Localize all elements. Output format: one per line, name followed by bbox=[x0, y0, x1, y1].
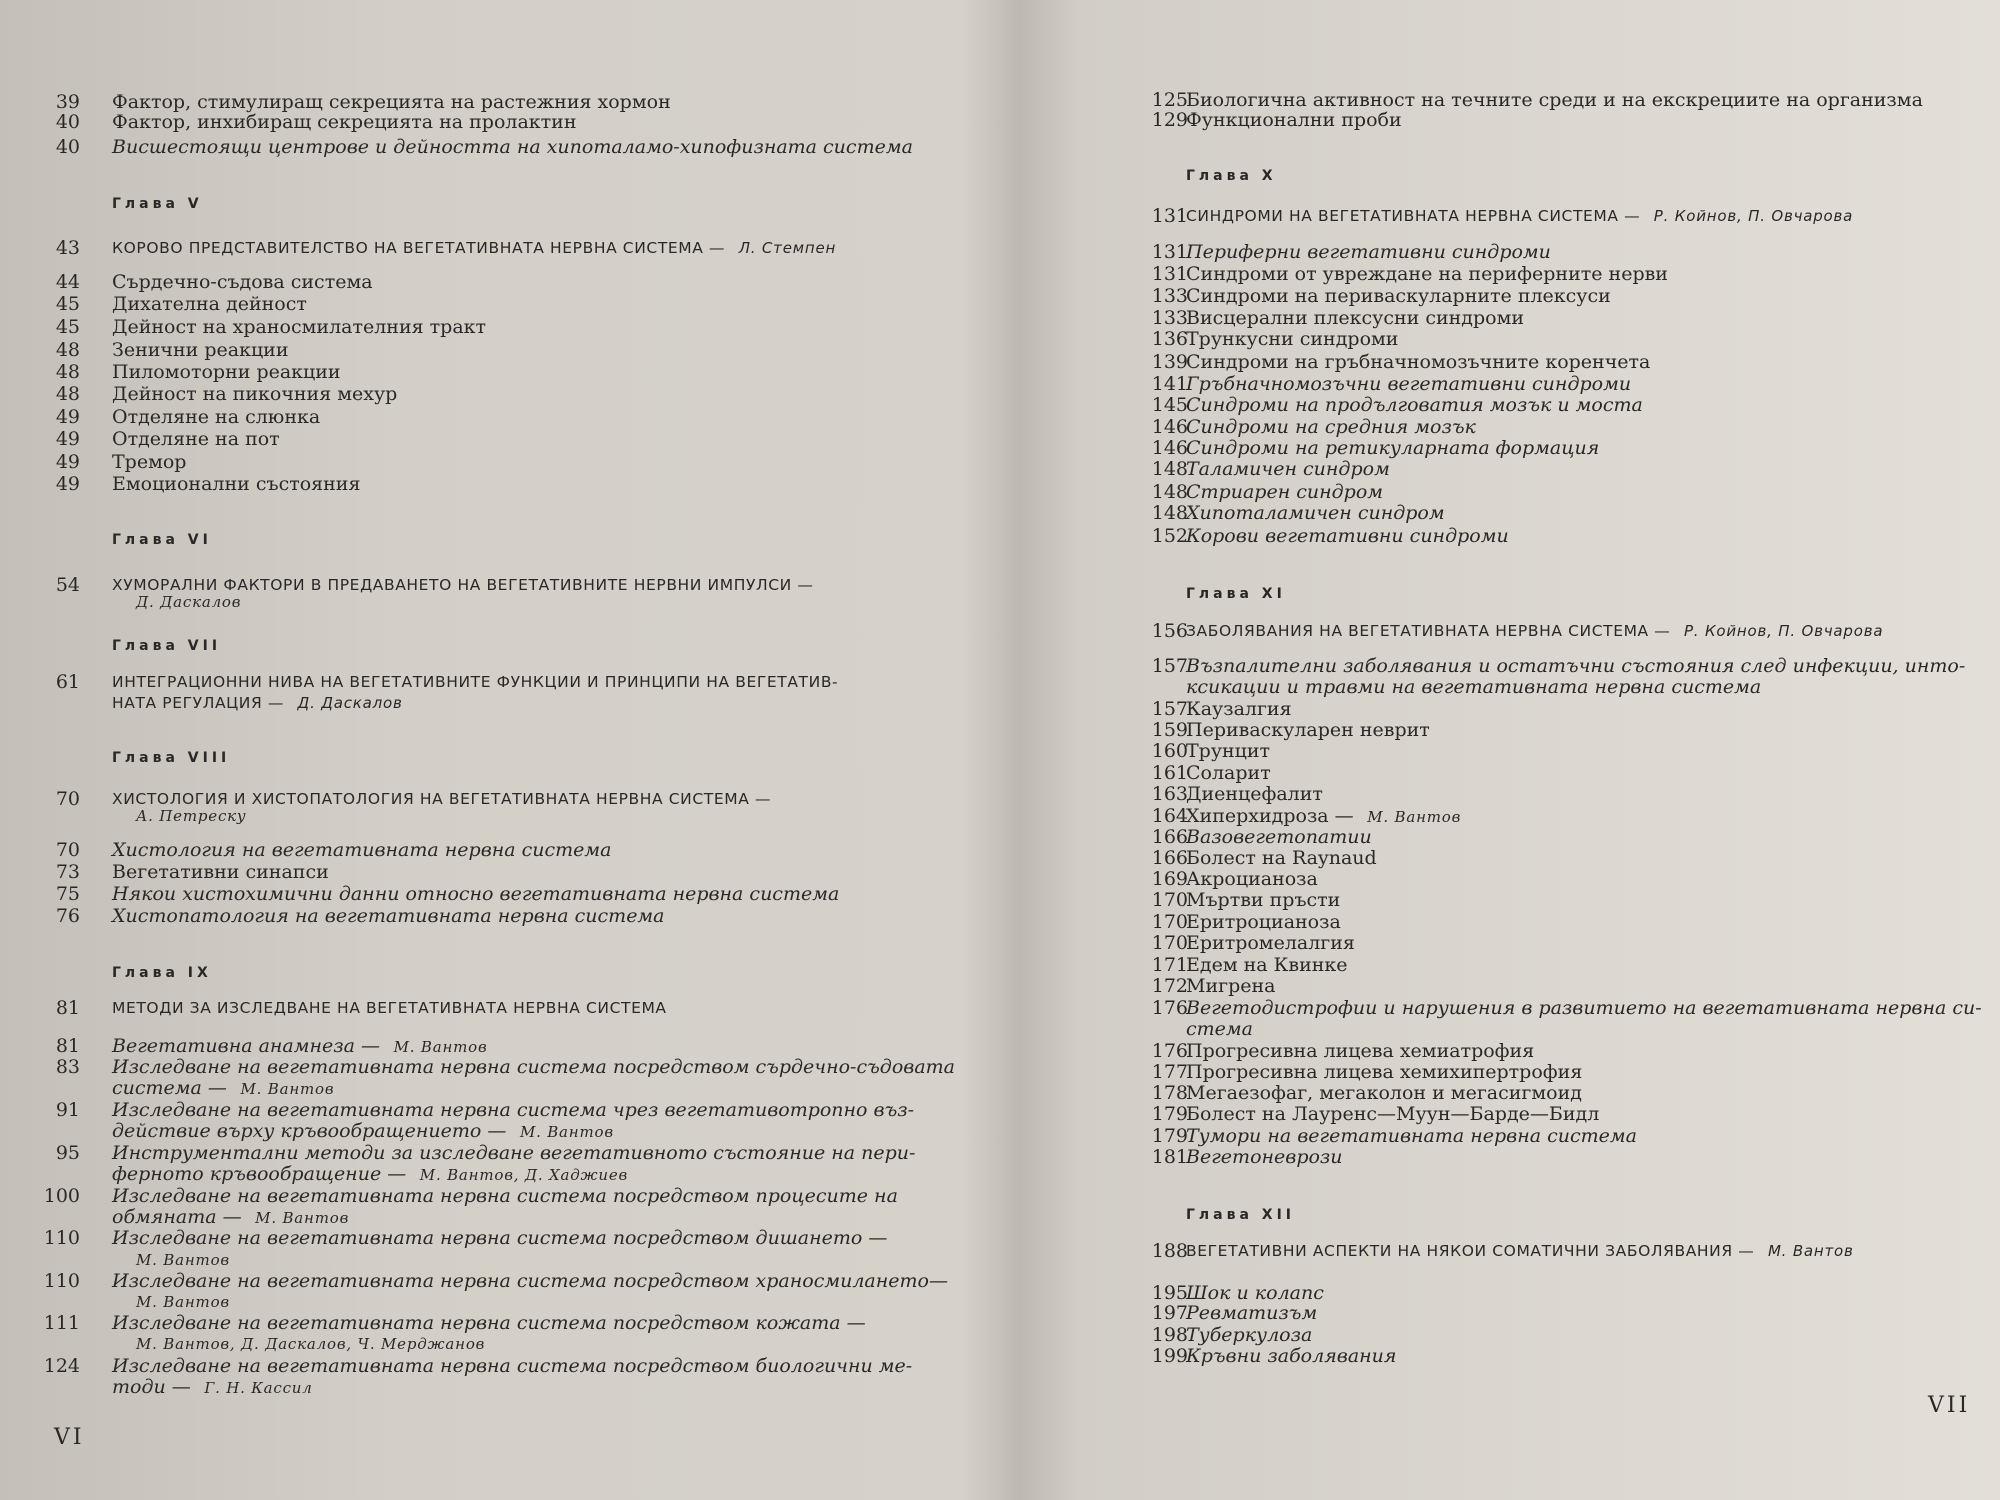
entry-title bbox=[1186, 1325, 1312, 1346]
page-ref: 172 bbox=[1151, 975, 1188, 997]
entry-text: Вегетодистрофии и нарушения в развитието на вегетативната нервна си- bbox=[1186, 997, 1982, 1019]
entry-title bbox=[112, 1078, 334, 1100]
page-ref: 111 bbox=[43, 1312, 80, 1334]
entry-text: Мегаезофаг, мегаколон и мегасигмоид bbox=[1186, 1082, 1582, 1104]
entry-text: Туберкулоза bbox=[1186, 1324, 1313, 1346]
entry-text: тоди — bbox=[112, 1376, 191, 1398]
page-ref: 159 bbox=[1151, 719, 1188, 741]
author-line bbox=[136, 1250, 230, 1271]
entry-text: Вегетоневрози bbox=[1186, 1146, 1343, 1168]
right-page bbox=[1030, 0, 2000, 1500]
entry-title bbox=[1186, 329, 1398, 350]
entry-title bbox=[1186, 1019, 1253, 1040]
entry-title bbox=[112, 1100, 914, 1121]
page-ref: 177 bbox=[1151, 1061, 1188, 1083]
chapter-label: Глава XII bbox=[1186, 1207, 1296, 1223]
entry-text: М. Вантов, Д. Даскалов, Ч. Мерджанов bbox=[136, 1335, 486, 1353]
entry-title bbox=[112, 474, 360, 495]
entry-author: М. Вантов bbox=[249, 1209, 350, 1227]
page-ref: 164 bbox=[1151, 805, 1188, 827]
entry-title bbox=[112, 862, 329, 883]
entry-text: Изследване на вегетативната нервна система посредством сърдечно-съдовата bbox=[112, 1056, 955, 1078]
page-ref: 171 bbox=[1151, 954, 1188, 976]
page-ref: 148 bbox=[1151, 481, 1188, 503]
page-ref: 176 bbox=[1151, 997, 1188, 1019]
page-ref: 169 bbox=[1151, 868, 1188, 890]
entry-title bbox=[1186, 526, 1509, 547]
entry-title bbox=[1186, 503, 1445, 524]
entry-text: Синдроми на ретикуларната формация bbox=[1186, 437, 1600, 459]
page-ref: 146 bbox=[1151, 437, 1188, 459]
entry-text: Биологична активност на течните среди и на екскрециите на организма bbox=[1186, 89, 1923, 111]
entry-title bbox=[112, 1186, 898, 1207]
entry-title bbox=[1186, 459, 1390, 480]
entry-author: М. Вантов bbox=[1361, 808, 1462, 826]
entry-text: Пиломоторни реакции bbox=[112, 361, 341, 383]
entry-text: Хиперхидроза — bbox=[1186, 805, 1354, 827]
entry-title bbox=[112, 1057, 955, 1078]
entry-text: Някои хистохимични данни относно вегетативната нервна система bbox=[112, 883, 840, 905]
entry-title bbox=[1186, 656, 1965, 677]
page-ref: 181 bbox=[1151, 1146, 1188, 1168]
entry-text: ИНТЕГРАЦИОННИ НИВА НА ВЕГЕТАТИВНИТЕ ФУНКЦИИ И ПРИНЦИПИ НА ВЕГЕТАТИВ- bbox=[112, 673, 839, 691]
page-ref: 124 bbox=[43, 1355, 80, 1377]
page-ref: 81 bbox=[55, 1035, 80, 1057]
entry-text: Фактор, инхибиращ секрецията на пролактин bbox=[112, 111, 577, 133]
page-ref: 110 bbox=[43, 1227, 80, 1249]
entry-text: ксикации и травми на вегетативната нервна система bbox=[1186, 676, 1762, 698]
entry-title bbox=[1186, 998, 1982, 1019]
entry-title bbox=[1186, 827, 1372, 848]
entry-author: Г. Н. Кассил bbox=[198, 1379, 313, 1397]
entry-title bbox=[1186, 955, 1348, 976]
entry-title bbox=[1186, 699, 1292, 720]
page-ref: 166 bbox=[1151, 826, 1188, 848]
page-ref: 70 bbox=[55, 788, 80, 810]
entry-title bbox=[1186, 308, 1524, 329]
entry-text: КОРОВО ПРЕДСТАВИТЕЛСТВО НА ВЕГЕТАТИВНАТА НЕРВНА СИСТЕМА — bbox=[112, 239, 726, 257]
entry-title bbox=[1186, 784, 1323, 805]
entry-title bbox=[1186, 1303, 1317, 1324]
entry-text: Акроцианоза bbox=[1186, 868, 1318, 890]
chapter-label: Глава V bbox=[112, 196, 203, 212]
entry-text: Отделяне на слюнка bbox=[112, 406, 321, 428]
page-ref: 166 bbox=[1151, 847, 1188, 869]
page-ref: 160 bbox=[1151, 740, 1188, 762]
entry-text: Синдроми на продълговатия мозък и моста bbox=[1186, 394, 1643, 416]
entry-text: Соларит bbox=[1186, 762, 1271, 784]
entry-title bbox=[1186, 206, 1853, 227]
page-ref: 170 bbox=[1151, 889, 1188, 911]
page-ref: 198 bbox=[1151, 1324, 1188, 1346]
page-ref: 45 bbox=[55, 293, 80, 315]
entry-text: Едем на Квинке bbox=[1186, 954, 1348, 976]
page-ref: 49 bbox=[55, 428, 80, 450]
entry-title bbox=[1186, 395, 1643, 416]
entry-text: ферното кръвообращение — bbox=[112, 1163, 407, 1185]
page-ref: 45 bbox=[55, 316, 80, 338]
entry-text: Мигрена bbox=[1186, 975, 1276, 997]
entry-text: Еритромелалгия bbox=[1186, 932, 1355, 954]
entry-text: Синдроми на периваскуларните плексуси bbox=[1186, 285, 1611, 307]
entry-title bbox=[112, 137, 913, 158]
page-ref: 157 bbox=[1151, 655, 1188, 677]
page-ref: 141 bbox=[1151, 373, 1188, 395]
page-ref: 176 bbox=[1151, 1040, 1188, 1062]
entry-title bbox=[1186, 848, 1377, 869]
entry-title bbox=[112, 1377, 313, 1399]
entry-text: Трунцит bbox=[1186, 740, 1271, 762]
entry-title bbox=[1186, 242, 1551, 263]
page-ref: 156 bbox=[1151, 620, 1188, 642]
entry-title bbox=[1186, 890, 1340, 911]
page-ref: 70 bbox=[55, 839, 80, 861]
entry-text: Д. Даскалов bbox=[136, 593, 242, 611]
entry-title bbox=[112, 384, 397, 405]
entry-text: Трункусни синдроми bbox=[1186, 328, 1399, 350]
page-ref: 110 bbox=[43, 1270, 80, 1292]
page-ref: 188 bbox=[1151, 1240, 1188, 1262]
page-ref: 136 bbox=[1151, 328, 1188, 350]
entry-text: Диенцефалит bbox=[1186, 783, 1323, 805]
entry-text: Инструментални методи за изследване вегетативното състояние на пери- bbox=[112, 1142, 916, 1164]
page-ref: 129 bbox=[1151, 109, 1188, 131]
page-ref: 133 bbox=[1151, 307, 1188, 329]
page-ref: 148 bbox=[1151, 502, 1188, 524]
entry-text: ХИСТОЛОГИЯ И ХИСТОПАТОЛОГИЯ НА ВЕГЕТАТИВНАТА НЕРВНА СИСТЕМА — bbox=[112, 790, 772, 808]
entry-text: система — bbox=[112, 1077, 227, 1099]
page-ref: 163 bbox=[1151, 783, 1188, 805]
entry-title bbox=[112, 1228, 887, 1249]
entry-text: Отделяне на пот bbox=[112, 428, 280, 450]
entry-title bbox=[1186, 741, 1270, 762]
entry-title bbox=[1186, 1283, 1324, 1304]
entry-title bbox=[112, 340, 289, 361]
entry-text: Синдроми от увреждане на периферните нерви bbox=[1186, 263, 1668, 285]
entry-text: Дейност на храносмилателния тракт bbox=[112, 316, 487, 338]
entry-text: Болест на Raynaud bbox=[1186, 847, 1377, 869]
chapter-label: Глава VIII bbox=[112, 750, 231, 766]
entry-text: Вегетативни синапси bbox=[112, 861, 329, 883]
entry-text: Периваскуларен неврит bbox=[1186, 719, 1430, 741]
page-number-left: VI bbox=[54, 1425, 85, 1450]
page-ref: 40 bbox=[55, 111, 80, 133]
page-ref: 49 bbox=[55, 473, 80, 495]
page-ref: 81 bbox=[55, 997, 80, 1019]
page-ref: 148 bbox=[1151, 458, 1188, 480]
page-ref: 131 bbox=[1151, 241, 1188, 263]
entry-title bbox=[1186, 912, 1341, 933]
page-ref: 48 bbox=[55, 339, 80, 361]
entry-text: Болест на Лауренс—Муун—Барде—Бидл bbox=[1186, 1103, 1600, 1125]
entry-text: Мъртви пръсти bbox=[1186, 889, 1341, 911]
entry-title bbox=[112, 1164, 628, 1186]
entry-title bbox=[112, 1271, 948, 1292]
page-ref: 170 bbox=[1151, 932, 1188, 954]
chapter-label: Глава XI bbox=[1186, 586, 1286, 602]
entry-title bbox=[112, 1207, 349, 1229]
entry-text: Сърдечно-съдова система bbox=[112, 271, 373, 293]
entry-text: Изследване на вегетативната нервна система посредством кожата — bbox=[112, 1312, 866, 1334]
page-ref: 100 bbox=[43, 1185, 80, 1207]
entry-title bbox=[1186, 933, 1355, 954]
page-ref: 95 bbox=[55, 1142, 80, 1164]
author-line bbox=[136, 1334, 485, 1355]
page-ref: 179 bbox=[1151, 1103, 1188, 1125]
entry-text: стема bbox=[1186, 1018, 1253, 1040]
entry-text: Каузалгия bbox=[1186, 698, 1292, 720]
page-ref: 54 bbox=[55, 574, 80, 596]
entry-title bbox=[1186, 482, 1383, 503]
chapter-label: Глава X bbox=[1186, 168, 1277, 184]
entry-text: Вазовегетопатии bbox=[1186, 826, 1372, 848]
page-ref: 131 bbox=[1151, 205, 1188, 227]
entry-title bbox=[1186, 806, 1461, 828]
page-ref: 199 bbox=[1151, 1345, 1188, 1367]
entry-text: ХУМОРАЛНИ ФАКТОРИ В ПРЕДАВАНЕТО НА ВЕГЕТАТИВНИТЕ НЕРВНИ ИМПУЛСИ — bbox=[112, 576, 814, 594]
entry-title bbox=[112, 429, 280, 450]
page-ref: 40 bbox=[55, 136, 80, 158]
entry-title bbox=[112, 672, 838, 693]
entry-title bbox=[1186, 352, 1650, 373]
entry-text: НАТА РЕГУЛАЦИЯ — bbox=[112, 694, 284, 712]
entry-author: М. Вантов, Д. Хаджиев bbox=[414, 1166, 629, 1184]
entry-text: Хипоталамичен синдром bbox=[1186, 502, 1445, 524]
entry-title bbox=[1186, 621, 1883, 642]
page-ref: 44 bbox=[55, 271, 80, 293]
entry-title bbox=[1186, 976, 1275, 997]
entry-title bbox=[112, 1036, 488, 1058]
entry-text: Висшестоящи центрове и дейността на хипоталамо-хипофизната система bbox=[112, 136, 913, 158]
entry-author: М. Вантов bbox=[234, 1080, 335, 1098]
entry-text: Висцерални плексусни синдроми bbox=[1186, 307, 1525, 329]
entry-text: МЕТОДИ ЗА ИЗСЛЕДВАНЕ НА ВЕГЕТАТИВНАТА НЕРВНА СИСТЕМА bbox=[112, 999, 667, 1017]
entry-text: Шок и колапс bbox=[1186, 1282, 1324, 1304]
entry-title bbox=[112, 92, 671, 113]
page-ref: 83 bbox=[55, 1056, 80, 1078]
entry-text: СИНДРОМИ НА ВЕГЕТАТИВНАТА НЕРВНА СИСТЕМА — bbox=[1186, 207, 1641, 225]
entry-title bbox=[1186, 417, 1476, 438]
chapter-label: Глава IX bbox=[112, 965, 212, 981]
entry-title bbox=[1186, 1083, 1582, 1104]
entry-title bbox=[1186, 90, 1923, 111]
entry-author: Д. Даскалов bbox=[291, 694, 403, 712]
entry-text: Таламичен синдром bbox=[1186, 458, 1390, 480]
entry-title bbox=[1186, 110, 1402, 131]
entry-text: Тумори на вегетативната нервна система bbox=[1186, 1125, 1637, 1147]
page-ref: 178 bbox=[1151, 1082, 1188, 1104]
entry-title bbox=[112, 362, 341, 383]
entry-title bbox=[1186, 1041, 1534, 1062]
entry-text: Хистология на вегетативната нервна система bbox=[112, 839, 612, 861]
page-ref: 73 bbox=[55, 861, 80, 883]
entry-text: Функционални проби bbox=[1186, 109, 1402, 131]
page-ref: 61 bbox=[55, 671, 80, 693]
entry-text: Тремор bbox=[112, 451, 187, 473]
entry-text: Възпалителни заболявания и остатъчни състояния след инфекции, инто- bbox=[1186, 655, 1966, 677]
entry-text: Корови вегетативни синдроми bbox=[1186, 525, 1509, 547]
entry-title bbox=[112, 840, 612, 861]
entry-author: Р. Койнов, П. Овчарова bbox=[1648, 207, 1854, 225]
page-ref: 161 bbox=[1151, 762, 1188, 784]
entry-text: Хистопатология на вегетативната нервна система bbox=[112, 905, 665, 927]
page-ref: 179 bbox=[1151, 1125, 1188, 1147]
page-ref: 131 bbox=[1151, 263, 1188, 285]
entry-title bbox=[1186, 1062, 1582, 1083]
entry-text: Вегетативна анамнеза — bbox=[112, 1035, 381, 1057]
page-number-right: VII bbox=[1928, 1393, 1971, 1418]
entry-text: Еритроцианоза bbox=[1186, 911, 1341, 933]
entry-text: Изследване на вегетативната нервна система посредством процесите на bbox=[112, 1185, 898, 1207]
page-ref: 75 bbox=[55, 883, 80, 905]
author-line bbox=[136, 1292, 230, 1313]
entry-title bbox=[1186, 763, 1271, 784]
entry-title bbox=[112, 1356, 912, 1377]
entry-text: Ревматизъм bbox=[1186, 1302, 1318, 1324]
entry-title bbox=[112, 294, 307, 315]
entry-author: М. Вантов bbox=[388, 1038, 488, 1056]
entry-title bbox=[112, 452, 186, 473]
entry-title bbox=[1186, 264, 1668, 285]
page-ref: 125 bbox=[1151, 89, 1188, 111]
entry-text: Гръбначномозъчни вегетативни синдроми bbox=[1186, 373, 1632, 395]
author-line bbox=[136, 592, 241, 613]
page-ref: 43 bbox=[55, 237, 80, 259]
page-ref: 39 bbox=[55, 91, 80, 113]
page-ref: 48 bbox=[55, 361, 80, 383]
page-ref: 197 bbox=[1151, 1302, 1188, 1324]
entry-title bbox=[112, 998, 667, 1019]
entry-title bbox=[112, 407, 320, 428]
entry-text: Дейност на пикочния мехур bbox=[112, 383, 398, 405]
page-ref: 49 bbox=[55, 406, 80, 428]
page-ref: 146 bbox=[1151, 416, 1188, 438]
page-ref: 76 bbox=[55, 905, 80, 927]
entry-text: А. Петреску bbox=[136, 807, 247, 825]
entry-title bbox=[112, 1143, 915, 1164]
page-ref: 91 bbox=[55, 1099, 80, 1121]
entry-text: Емоционални състояния bbox=[112, 473, 361, 495]
entry-title bbox=[1186, 1241, 1854, 1262]
entry-title bbox=[112, 238, 836, 259]
page-ref: 139 bbox=[1151, 351, 1188, 373]
entry-text: действие върху кръвообращението — bbox=[112, 1120, 507, 1142]
entry-text: М. Вантов bbox=[136, 1293, 230, 1311]
entry-title bbox=[1186, 438, 1599, 459]
entry-title bbox=[112, 317, 486, 338]
entry-author: М. Вантов bbox=[1762, 1242, 1854, 1260]
entry-title bbox=[112, 884, 839, 905]
author-line bbox=[136, 806, 246, 827]
entry-text: Дихателна дейност bbox=[112, 293, 307, 315]
entry-title bbox=[112, 1121, 614, 1143]
page-ref: 49 bbox=[55, 451, 80, 473]
page-ref: 195 bbox=[1151, 1282, 1188, 1304]
entry-title bbox=[1186, 1104, 1599, 1125]
entry-title bbox=[1186, 869, 1318, 890]
entry-title bbox=[1186, 1126, 1637, 1147]
chapter-label: Глава VII bbox=[112, 638, 222, 654]
entry-author: Л. Стемпен bbox=[733, 239, 837, 257]
entry-title bbox=[1186, 677, 1761, 698]
entry-author: М. Вантов bbox=[514, 1123, 614, 1141]
entry-text: Изследване на вегетативната нервна система посредством храносмилането— bbox=[112, 1270, 948, 1292]
entry-title bbox=[112, 112, 577, 133]
entry-author: Р. Койнов, П. Овчарова bbox=[1678, 622, 1884, 640]
page-ref: 145 bbox=[1151, 394, 1188, 416]
entry-text: Стриарен синдром bbox=[1186, 481, 1384, 503]
entry-title bbox=[112, 906, 665, 927]
entry-title bbox=[1186, 1346, 1397, 1367]
entry-text: Кръвни заболявания bbox=[1186, 1345, 1397, 1367]
entry-text: М. Вантов bbox=[136, 1251, 230, 1269]
entry-title bbox=[112, 272, 373, 293]
entry-text: Периферни вегетативни синдроми bbox=[1186, 241, 1551, 263]
entry-text: Изследване на вегетативната нервна система посредством биологични ме- bbox=[112, 1355, 913, 1377]
entry-text: Прогресивна лицева хемихипертрофия bbox=[1186, 1061, 1583, 1083]
chapter-label: Глава VI bbox=[112, 532, 212, 548]
entry-text: Синдроми на средния мозък bbox=[1186, 416, 1476, 438]
entry-title bbox=[112, 1313, 866, 1334]
entry-title bbox=[1186, 286, 1611, 307]
entry-text: Прогресивна лицева хемиатрофия bbox=[1186, 1040, 1535, 1062]
entry-text: ВЕГЕТАТИВНИ АСПЕКТИ НА НЯКОИ СОМАТИЧНИ ЗАБОЛЯВАНИЯ — bbox=[1186, 1242, 1755, 1260]
entry-text: Зенични реакции bbox=[112, 339, 289, 361]
entry-text: Изследване на вегетативната нервна система посредством дишането — bbox=[112, 1227, 888, 1249]
entry-text: Фактор, стимулиращ секрецията на растежния хормон bbox=[112, 91, 671, 113]
page-ref: 48 bbox=[55, 383, 80, 405]
page-ref: 157 bbox=[1151, 698, 1188, 720]
entry-title bbox=[1186, 374, 1631, 395]
entry-text: Изследване на вегетативната нервна система чрез вегетативотропно въз- bbox=[112, 1099, 915, 1121]
page-ref: 170 bbox=[1151, 911, 1188, 933]
entry-text: обмяната — bbox=[112, 1206, 242, 1228]
page-ref: 133 bbox=[1151, 285, 1188, 307]
entry-title bbox=[112, 693, 403, 714]
entry-text: ЗАБОЛЯВАНИЯ НА ВЕГЕТАТИВНАТА НЕРВНА СИСТЕМА — bbox=[1186, 622, 1671, 640]
page-ref: 152 bbox=[1151, 525, 1188, 547]
entry-text: Синдроми на гръбначномозъчните коренчета bbox=[1186, 351, 1651, 373]
entry-title bbox=[1186, 1147, 1343, 1168]
entry-title bbox=[1186, 720, 1430, 741]
